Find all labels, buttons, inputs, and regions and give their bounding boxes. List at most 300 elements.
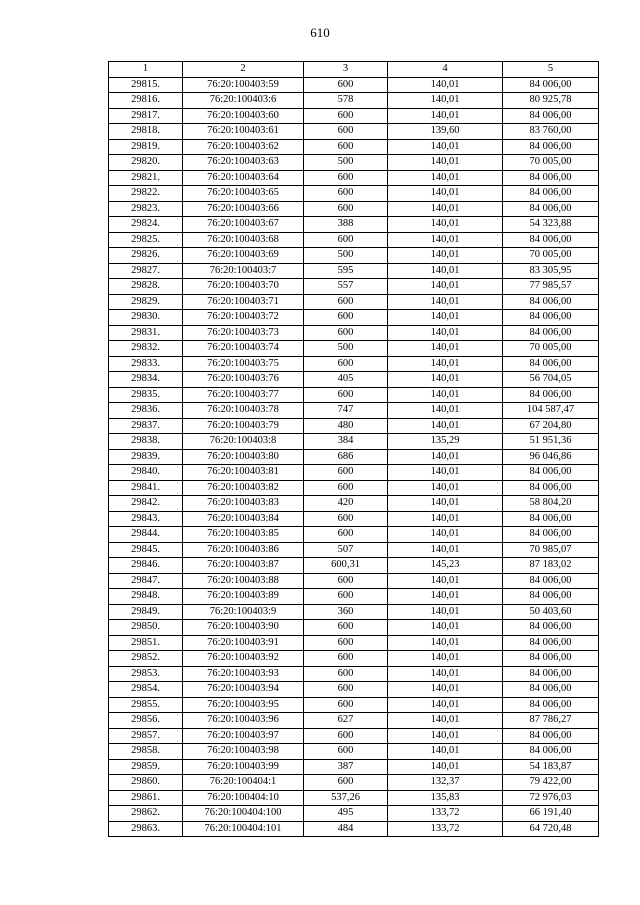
amount-cell: 84 006,00 <box>503 651 599 667</box>
row-number-cell: 29853. <box>109 666 183 682</box>
row-number-cell: 29815. <box>109 77 183 93</box>
rate-cell: 140,01 <box>388 310 503 326</box>
amount-cell: 84 006,00 <box>503 310 599 326</box>
rate-cell: 140,01 <box>388 201 503 217</box>
area-cell: 747 <box>304 403 388 419</box>
amount-cell: 84 006,00 <box>503 527 599 543</box>
table-row <box>109 775 599 791</box>
cadastral-number-cell: 76:20:100403:8 <box>183 434 304 450</box>
cadastral-number-cell: 76:20:100403:73 <box>183 325 304 341</box>
area-cell: 627 <box>304 713 388 729</box>
row-number-cell: 29816. <box>109 93 183 109</box>
rate-cell: 140,01 <box>388 217 503 233</box>
table-row <box>109 511 599 527</box>
amount-cell: 64 720,48 <box>503 821 599 837</box>
cadastral-number-cell: 76:20:100403:78 <box>183 403 304 419</box>
row-number-cell: 29836. <box>109 403 183 419</box>
cadastral-number-cell: 76:20:100403:66 <box>183 201 304 217</box>
cadastral-number-cell: 76:20:100403:90 <box>183 620 304 636</box>
cadastral-number-cell: 76:20:100403:85 <box>183 527 304 543</box>
rate-cell: 140,01 <box>388 418 503 434</box>
amount-cell: 84 006,00 <box>503 77 599 93</box>
amount-cell: 84 006,00 <box>503 356 599 372</box>
amount-cell: 84 006,00 <box>503 728 599 744</box>
amount-cell: 83 305,95 <box>503 263 599 279</box>
column-header-2: 2 <box>183 62 304 78</box>
cadastral-number-cell: 76:20:100403:61 <box>183 124 304 140</box>
area-cell: 507 <box>304 542 388 558</box>
cadastral-number-cell: 76:20:100403:64 <box>183 170 304 186</box>
rate-cell: 140,01 <box>388 635 503 651</box>
table-row <box>109 635 599 651</box>
rate-cell: 140,01 <box>388 682 503 698</box>
cadastral-number-cell: 76:20:100403:97 <box>183 728 304 744</box>
area-cell: 480 <box>304 418 388 434</box>
table-row <box>109 77 599 93</box>
cadastral-number-cell: 76:20:100403:6 <box>183 93 304 109</box>
cadastral-number-cell: 76:20:100403:70 <box>183 279 304 295</box>
table-row <box>109 418 599 434</box>
amount-cell: 70 005,00 <box>503 341 599 357</box>
area-cell: 600 <box>304 170 388 186</box>
cadastral-number-cell: 76:20:100404:101 <box>183 821 304 837</box>
rate-cell: 140,01 <box>388 403 503 419</box>
rate-cell: 140,01 <box>388 651 503 667</box>
rate-cell: 140,01 <box>388 93 503 109</box>
row-number-cell: 29855. <box>109 697 183 713</box>
table-row <box>109 372 599 388</box>
table-row <box>109 341 599 357</box>
area-cell: 600 <box>304 186 388 202</box>
rate-cell: 140,01 <box>388 155 503 171</box>
row-number-cell: 29850. <box>109 620 183 636</box>
table-row <box>109 139 599 155</box>
cadastral-number-cell: 76:20:100403:7 <box>183 263 304 279</box>
cadastral-number-cell: 76:20:100403:68 <box>183 232 304 248</box>
area-cell: 600 <box>304 139 388 155</box>
cadastral-number-cell: 76:20:100403:9 <box>183 604 304 620</box>
amount-cell: 84 006,00 <box>503 186 599 202</box>
amount-cell: 67 204,80 <box>503 418 599 434</box>
amount-cell: 84 006,00 <box>503 682 599 698</box>
rate-cell: 140,01 <box>388 728 503 744</box>
area-cell: 600 <box>304 573 388 589</box>
row-number-cell: 29837. <box>109 418 183 434</box>
cadastral-number-cell: 76:20:100403:62 <box>183 139 304 155</box>
table-row <box>109 589 599 605</box>
table-row <box>109 651 599 667</box>
table-row <box>109 465 599 481</box>
area-cell: 600 <box>304 775 388 791</box>
amount-cell: 56 704,05 <box>503 372 599 388</box>
area-cell: 600 <box>304 124 388 140</box>
table-row <box>109 434 599 450</box>
amount-cell: 84 006,00 <box>503 294 599 310</box>
area-cell: 600 <box>304 682 388 698</box>
rate-cell: 140,01 <box>388 496 503 512</box>
cadastral-number-cell: 76:20:100403:65 <box>183 186 304 202</box>
cadastral-number-cell: 76:20:100404:10 <box>183 790 304 806</box>
table-row <box>109 248 599 264</box>
table-row <box>109 604 599 620</box>
row-number-cell: 29817. <box>109 108 183 124</box>
area-cell: 600 <box>304 511 388 527</box>
rate-cell: 139,60 <box>388 124 503 140</box>
row-number-cell: 29847. <box>109 573 183 589</box>
rate-cell: 133,72 <box>388 821 503 837</box>
row-number-cell: 29818. <box>109 124 183 140</box>
table-row <box>109 186 599 202</box>
cadastral-number-cell: 76:20:100403:67 <box>183 217 304 233</box>
rate-cell: 140,01 <box>388 666 503 682</box>
area-cell: 537,26 <box>304 790 388 806</box>
amount-cell: 84 006,00 <box>503 387 599 403</box>
table-row <box>109 232 599 248</box>
cadastral-number-cell: 76:20:100403:92 <box>183 651 304 667</box>
area-cell: 500 <box>304 248 388 264</box>
area-cell: 600 <box>304 480 388 496</box>
amount-cell: 50 403,60 <box>503 604 599 620</box>
cadastral-number-cell: 76:20:100403:86 <box>183 542 304 558</box>
table-row <box>109 821 599 837</box>
amount-cell: 84 006,00 <box>503 232 599 248</box>
cadastral-number-cell: 76:20:100403:63 <box>183 155 304 171</box>
row-number-cell: 29826. <box>109 248 183 264</box>
amount-cell: 84 006,00 <box>503 170 599 186</box>
rate-cell: 140,01 <box>388 325 503 341</box>
column-header-1: 1 <box>109 62 183 78</box>
area-cell: 600 <box>304 465 388 481</box>
amount-cell: 84 006,00 <box>503 511 599 527</box>
rate-cell: 132,37 <box>388 775 503 791</box>
rate-cell: 135,29 <box>388 434 503 450</box>
amount-cell: 84 006,00 <box>503 465 599 481</box>
area-cell: 388 <box>304 217 388 233</box>
row-number-cell: 29856. <box>109 713 183 729</box>
area-cell: 600 <box>304 108 388 124</box>
row-number-cell: 29863. <box>109 821 183 837</box>
row-number-cell: 29830. <box>109 310 183 326</box>
table-row <box>109 108 599 124</box>
amount-cell: 84 006,00 <box>503 666 599 682</box>
amount-cell: 84 006,00 <box>503 108 599 124</box>
row-number-cell: 29843. <box>109 511 183 527</box>
rate-cell: 133,72 <box>388 806 503 822</box>
data-table <box>108 61 599 837</box>
cadastral-number-cell: 76:20:100403:83 <box>183 496 304 512</box>
cadastral-number-cell: 76:20:100403:77 <box>183 387 304 403</box>
cadastral-number-cell: 76:20:100403:91 <box>183 635 304 651</box>
row-number-cell: 29834. <box>109 372 183 388</box>
cadastral-number-cell: 76:20:100403:93 <box>183 666 304 682</box>
cadastral-number-cell: 76:20:100403:94 <box>183 682 304 698</box>
rate-cell: 140,01 <box>388 356 503 372</box>
amount-cell: 77 985,57 <box>503 279 599 295</box>
cadastral-number-cell: 76:20:100403:99 <box>183 759 304 775</box>
row-number-cell: 29854. <box>109 682 183 698</box>
rate-cell: 140,01 <box>388 170 503 186</box>
row-number-cell: 29829. <box>109 294 183 310</box>
area-cell: 384 <box>304 434 388 450</box>
column-header-4: 4 <box>388 62 503 78</box>
area-cell: 484 <box>304 821 388 837</box>
rate-cell: 140,01 <box>388 713 503 729</box>
cadastral-number-cell: 76:20:100403:84 <box>183 511 304 527</box>
rate-cell: 140,01 <box>388 279 503 295</box>
cadastral-number-cell: 76:20:100404:1 <box>183 775 304 791</box>
amount-cell: 79 422,00 <box>503 775 599 791</box>
table-row <box>109 790 599 806</box>
row-number-cell: 29846. <box>109 558 183 574</box>
cadastral-number-cell: 76:20:100403:72 <box>183 310 304 326</box>
cadastral-number-cell: 76:20:100403:81 <box>183 465 304 481</box>
area-cell: 360 <box>304 604 388 620</box>
amount-cell: 84 006,00 <box>503 480 599 496</box>
row-number-cell: 29858. <box>109 744 183 760</box>
row-number-cell: 29835. <box>109 387 183 403</box>
rate-cell: 140,01 <box>388 248 503 264</box>
amount-cell: 87 786,27 <box>503 713 599 729</box>
table-row <box>109 124 599 140</box>
area-cell: 600 <box>304 589 388 605</box>
table-row <box>109 480 599 496</box>
rate-cell: 140,01 <box>388 341 503 357</box>
rate-cell: 140,01 <box>388 232 503 248</box>
table-row <box>109 713 599 729</box>
cadastral-number-cell: 76:20:100403:60 <box>183 108 304 124</box>
row-number-cell: 29823. <box>109 201 183 217</box>
cadastral-number-cell: 76:20:100403:98 <box>183 744 304 760</box>
amount-cell: 80 925,78 <box>503 93 599 109</box>
amount-cell: 84 006,00 <box>503 697 599 713</box>
rate-cell: 140,01 <box>388 108 503 124</box>
cadastral-number-cell: 76:20:100404:100 <box>183 806 304 822</box>
row-number-cell: 29844. <box>109 527 183 543</box>
cadastral-number-cell: 76:20:100403:71 <box>183 294 304 310</box>
area-cell: 405 <box>304 372 388 388</box>
area-cell: 500 <box>304 155 388 171</box>
amount-cell: 54 183,87 <box>503 759 599 775</box>
row-number-cell: 29819. <box>109 139 183 155</box>
rate-cell: 135,83 <box>388 790 503 806</box>
area-cell: 600 <box>304 635 388 651</box>
amount-cell: 72 976,03 <box>503 790 599 806</box>
rate-cell: 140,01 <box>388 589 503 605</box>
rate-cell: 140,01 <box>388 759 503 775</box>
area-cell: 600 <box>304 387 388 403</box>
table-row <box>109 201 599 217</box>
row-number-cell: 29820. <box>109 155 183 171</box>
column-header-3: 3 <box>304 62 388 78</box>
table-row <box>109 744 599 760</box>
row-number-cell: 29848. <box>109 589 183 605</box>
area-cell: 600 <box>304 620 388 636</box>
table-row <box>109 542 599 558</box>
amount-cell: 84 006,00 <box>503 325 599 341</box>
rate-cell: 140,01 <box>388 294 503 310</box>
table-row <box>109 496 599 512</box>
rate-cell: 140,01 <box>388 573 503 589</box>
row-number-cell: 29832. <box>109 341 183 357</box>
amount-cell: 70 985,07 <box>503 542 599 558</box>
cadastral-number-cell: 76:20:100403:80 <box>183 449 304 465</box>
table-row <box>109 263 599 279</box>
header-row <box>109 62 599 78</box>
rate-cell: 140,01 <box>388 697 503 713</box>
area-cell: 600 <box>304 232 388 248</box>
table-row <box>109 155 599 171</box>
row-number-cell: 29861. <box>109 790 183 806</box>
table-row <box>109 728 599 744</box>
table-row <box>109 806 599 822</box>
area-cell: 578 <box>304 93 388 109</box>
amount-cell: 84 006,00 <box>503 139 599 155</box>
rate-cell: 140,01 <box>388 186 503 202</box>
row-number-cell: 29824. <box>109 217 183 233</box>
row-number-cell: 29827. <box>109 263 183 279</box>
rate-cell: 140,01 <box>388 604 503 620</box>
amount-cell: 87 183,02 <box>503 558 599 574</box>
area-cell: 600 <box>304 527 388 543</box>
rate-cell: 140,01 <box>388 527 503 543</box>
amount-cell: 104 587,47 <box>503 403 599 419</box>
amount-cell: 51 951,36 <box>503 434 599 450</box>
amount-cell: 84 006,00 <box>503 589 599 605</box>
row-number-cell: 29838. <box>109 434 183 450</box>
area-cell: 686 <box>304 449 388 465</box>
cadastral-number-cell: 76:20:100403:96 <box>183 713 304 729</box>
table-row <box>109 387 599 403</box>
row-number-cell: 29828. <box>109 279 183 295</box>
row-number-cell: 29857. <box>109 728 183 744</box>
cadastral-number-cell: 76:20:100403:82 <box>183 480 304 496</box>
rate-cell: 140,01 <box>388 465 503 481</box>
rate-cell: 140,01 <box>388 139 503 155</box>
table-row <box>109 217 599 233</box>
rate-cell: 140,01 <box>388 744 503 760</box>
row-number-cell: 29860. <box>109 775 183 791</box>
row-number-cell: 29822. <box>109 186 183 202</box>
table-row <box>109 93 599 109</box>
area-cell: 600 <box>304 651 388 667</box>
table-row <box>109 310 599 326</box>
rate-cell: 140,01 <box>388 263 503 279</box>
area-cell: 600,31 <box>304 558 388 574</box>
area-cell: 595 <box>304 263 388 279</box>
cadastral-number-cell: 76:20:100403:79 <box>183 418 304 434</box>
area-cell: 600 <box>304 77 388 93</box>
row-number-cell: 29852. <box>109 651 183 667</box>
area-cell: 600 <box>304 310 388 326</box>
row-number-cell: 29833. <box>109 356 183 372</box>
amount-cell: 96 046,86 <box>503 449 599 465</box>
rate-cell: 140,01 <box>388 77 503 93</box>
area-cell: 600 <box>304 697 388 713</box>
table-row <box>109 620 599 636</box>
table-row <box>109 170 599 186</box>
table-row <box>109 279 599 295</box>
row-number-cell: 29841. <box>109 480 183 496</box>
rate-cell: 140,01 <box>388 542 503 558</box>
rate-cell: 140,01 <box>388 480 503 496</box>
amount-cell: 66 191,40 <box>503 806 599 822</box>
amount-cell: 54 323,88 <box>503 217 599 233</box>
table-body <box>109 77 599 837</box>
amount-cell: 70 005,00 <box>503 248 599 264</box>
cadastral-number-cell: 76:20:100403:59 <box>183 77 304 93</box>
table-row <box>109 682 599 698</box>
table-row <box>109 294 599 310</box>
area-cell: 600 <box>304 356 388 372</box>
cadastral-number-cell: 76:20:100403:75 <box>183 356 304 372</box>
area-cell: 600 <box>304 666 388 682</box>
table-row <box>109 356 599 372</box>
amount-cell: 70 005,00 <box>503 155 599 171</box>
page-number: 610 <box>310 25 330 40</box>
table-row <box>109 573 599 589</box>
cadastral-number-cell: 76:20:100403:89 <box>183 589 304 605</box>
table-row <box>109 558 599 574</box>
area-cell: 600 <box>304 294 388 310</box>
rate-cell: 140,01 <box>388 387 503 403</box>
cadastral-number-cell: 76:20:100403:87 <box>183 558 304 574</box>
amount-cell: 84 006,00 <box>503 573 599 589</box>
cadastral-number-cell: 76:20:100403:69 <box>183 248 304 264</box>
row-number-cell: 29842. <box>109 496 183 512</box>
row-number-cell: 29825. <box>109 232 183 248</box>
row-number-cell: 29849. <box>109 604 183 620</box>
cadastral-number-cell: 76:20:100403:74 <box>183 341 304 357</box>
column-header-5: 5 <box>503 62 599 78</box>
rate-cell: 140,01 <box>388 620 503 636</box>
rate-cell: 140,01 <box>388 449 503 465</box>
table-row <box>109 666 599 682</box>
amount-cell: 84 006,00 <box>503 620 599 636</box>
row-number-cell: 29845. <box>109 542 183 558</box>
area-cell: 600 <box>304 201 388 217</box>
row-number-cell: 29839. <box>109 449 183 465</box>
row-number-cell: 29840. <box>109 465 183 481</box>
amount-cell: 84 006,00 <box>503 635 599 651</box>
area-cell: 500 <box>304 341 388 357</box>
cadastral-number-cell: 76:20:100403:95 <box>183 697 304 713</box>
rate-cell: 140,01 <box>388 372 503 388</box>
area-cell: 387 <box>304 759 388 775</box>
area-cell: 600 <box>304 744 388 760</box>
amount-cell: 83 760,00 <box>503 124 599 140</box>
amount-cell: 58 804,20 <box>503 496 599 512</box>
area-cell: 420 <box>304 496 388 512</box>
rate-cell: 140,01 <box>388 511 503 527</box>
row-number-cell: 29821. <box>109 170 183 186</box>
area-cell: 495 <box>304 806 388 822</box>
table-row <box>109 759 599 775</box>
area-cell: 600 <box>304 325 388 341</box>
row-number-cell: 29851. <box>109 635 183 651</box>
area-cell: 557 <box>304 279 388 295</box>
table-row <box>109 449 599 465</box>
row-number-cell: 29862. <box>109 806 183 822</box>
table-row <box>109 527 599 543</box>
cadastral-number-cell: 76:20:100403:76 <box>183 372 304 388</box>
table-row <box>109 697 599 713</box>
table-row <box>109 403 599 419</box>
amount-cell: 84 006,00 <box>503 744 599 760</box>
row-number-cell: 29831. <box>109 325 183 341</box>
amount-cell: 84 006,00 <box>503 201 599 217</box>
rate-cell: 145,23 <box>388 558 503 574</box>
table-row <box>109 325 599 341</box>
